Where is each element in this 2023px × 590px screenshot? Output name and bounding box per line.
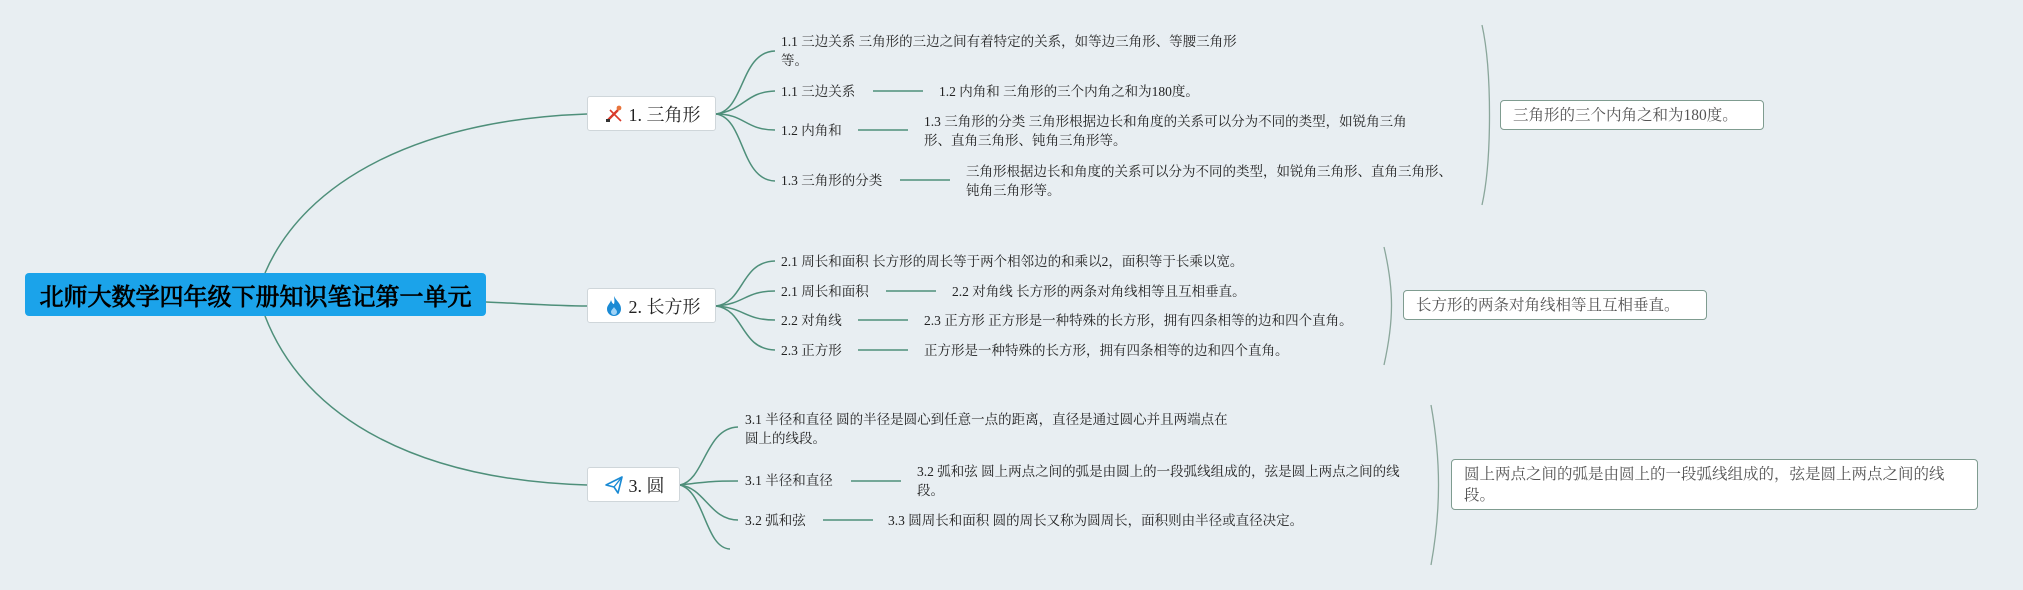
topic-triangle[interactable] bbox=[587, 96, 716, 131]
branch-item[interactable]: 1.3 三角形的分类 bbox=[781, 173, 883, 188]
detail-item[interactable]: 2.3 正方形 正方形是一种特殊的长方形，拥有四条相等的边和四个直角。 bbox=[924, 313, 1353, 328]
branch-item[interactable]: 2.3 正方形 bbox=[781, 343, 842, 358]
summary-text: 长方形的两条对角线相等且互相垂直。 bbox=[1416, 297, 1680, 314]
branch-item[interactable]: 3.1 半径和直径 bbox=[745, 473, 833, 488]
topic-rectangle[interactable] bbox=[587, 288, 716, 323]
fire-icon bbox=[603, 295, 625, 317]
summary-box[interactable] bbox=[1500, 100, 1764, 130]
branch-item[interactable]: 2.1 周长和面积 bbox=[781, 284, 869, 299]
branch-item[interactable]: 3.2 弧和弦 bbox=[745, 513, 806, 528]
branch-item[interactable]: 1.1 三边关系 bbox=[781, 84, 856, 99]
topic-label: 2. 长方形 bbox=[628, 296, 701, 317]
detail-item[interactable]: 2.2 对角线 长方形的两条对角线相等且互相垂直。 bbox=[952, 284, 1246, 299]
tools-icon bbox=[603, 103, 625, 125]
topic-label: 3. 圆 bbox=[628, 475, 665, 496]
branch-item[interactable]: 1.1 三边关系 三角形的三边之间有着特定的关系，如等边三角形、等腰三角形等。 bbox=[781, 34, 1237, 68]
summary-text: 圆上两点之间的弧是由圆上的一段弧线组成的，弦是圆上两点之间的线段。 bbox=[1464, 466, 1945, 504]
summary-box[interactable] bbox=[1451, 459, 1978, 510]
detail-item[interactable]: 1.3 三角形的分类 三角形根据边长和角度的关系可以分为不同的类型，如锐角三角形、直角三角形、钝角三角形等。 bbox=[924, 114, 1407, 148]
detail-item[interactable]: 3.2 弧和弦 圆上两点之间的弧是由圆上的一段弧线组成的，弦是圆上两点之间的线段。 bbox=[917, 464, 1400, 498]
branch-item[interactable]: 1.2 内角和 bbox=[781, 123, 842, 138]
branch-item[interactable]: 2.1 周长和面积 长方形的周长等于两个相邻边的和乘以2，面积等于长乘以宽。 bbox=[781, 254, 1244, 269]
branch-item[interactable]: 2.2 对角线 bbox=[781, 313, 842, 328]
paper-plane-icon bbox=[603, 474, 625, 496]
detail-item[interactable]: 正方形是一种特殊的长方形，拥有四条相等的边和四个直角。 bbox=[924, 343, 1289, 358]
root-topic[interactable] bbox=[25, 273, 486, 316]
detail-item[interactable]: 1.2 内角和 三角形的三个内角之和为180度。 bbox=[939, 84, 1199, 99]
root-title: 北师大数学四年级下册知识笔记第一单元 bbox=[39, 284, 472, 311]
branch-item[interactable]: 3.1 半径和直径 圆的半径是圆心到任意一点的距离，直径是通过圆心并且两端点在圆上的线段。 bbox=[745, 412, 1228, 446]
detail-item[interactable]: 3.3 圆周长和面积 圆的周长又称为圆周长，面积则由半径或直径决定。 bbox=[888, 513, 1304, 528]
topic-label: 1. 三角形 bbox=[628, 104, 701, 125]
summary-text: 三角形的三个内角之和为180度。 bbox=[1513, 107, 1738, 124]
detail-item[interactable]: 三角形根据边长和角度的关系可以分为不同的类型，如锐角三角形、直角三角形、钝角三角形等。 bbox=[966, 164, 1452, 198]
topic-circle[interactable] bbox=[587, 467, 680, 502]
summary-box[interactable] bbox=[1403, 290, 1707, 320]
